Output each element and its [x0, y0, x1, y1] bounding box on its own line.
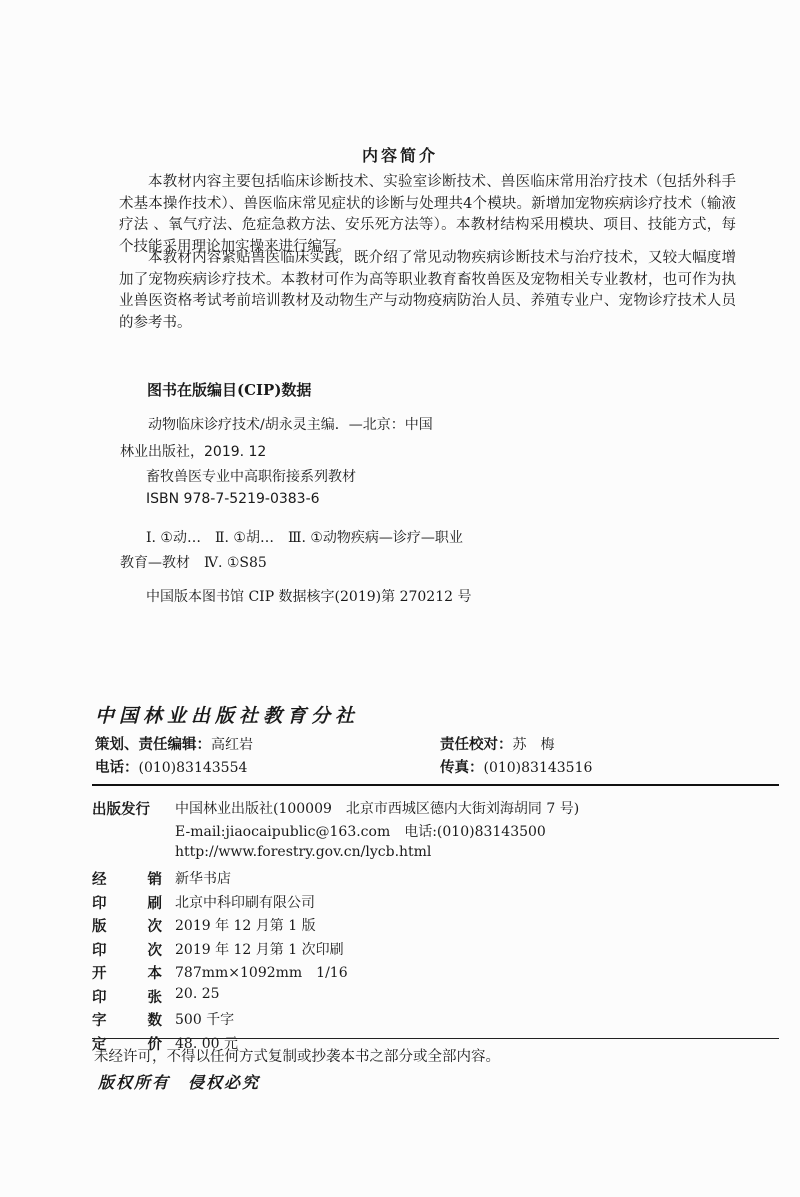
- spec-label-char: 经: [92, 871, 107, 888]
- proofreader-row: [440, 733, 555, 754]
- spec-value: 20. 25: [175, 985, 220, 1002]
- publisher-website: http://www.forestry.gov.cn/lycb.html: [175, 844, 432, 860]
- spec-label-char: 版: [92, 918, 107, 935]
- spec-label: [92, 986, 162, 1007]
- spec-label-char: 张: [147, 988, 162, 1006]
- spec-label-char: 定: [92, 1035, 107, 1053]
- proofreader-label: 责任校对：: [440, 736, 513, 753]
- divider-top: [92, 784, 779, 786]
- spec-label-char: 数: [147, 1012, 162, 1029]
- cip-line-2: 林业出版社，2019. 12: [120, 444, 267, 460]
- spec-value: 新华书店: [175, 871, 231, 887]
- spec-label-char: 销: [147, 871, 162, 888]
- spec-label-char: 次: [147, 918, 162, 935]
- spec-label: [92, 915, 162, 936]
- spec-label-char: 次: [147, 941, 162, 959]
- spec-label: [92, 868, 162, 889]
- spec-value: 2019 年 12 月第 1 版: [175, 918, 316, 934]
- cip-classification-1: Ⅰ. ①动… Ⅱ. ①胡… Ⅲ. ①动物疾病—诊疗—职业: [146, 530, 463, 546]
- editor-label: 策划、责任编辑：: [95, 736, 211, 753]
- phone-label: 电话：: [95, 759, 139, 776]
- cip-line-1: 动物临床诊疗技术/胡永灵主编．—北京：中国: [148, 417, 433, 433]
- fax-label: 传真：: [440, 759, 484, 776]
- spec-label-char: 开: [92, 965, 107, 982]
- spec-value: 500 千字: [175, 1012, 235, 1028]
- publisher-label: 出版发行: [92, 801, 150, 818]
- spec-value: 2019 年 12 月第 1 次印刷: [175, 941, 344, 958]
- spec-label: [92, 939, 162, 960]
- spec-label-char: 本: [147, 965, 162, 982]
- spec-value: 787mm×1092mm 1/16: [175, 965, 348, 981]
- phone-value: (010)83143554: [138, 760, 248, 776]
- phone-row: [95, 756, 247, 777]
- cip-isbn: ISBN 978-7-5219-0383-6: [146, 491, 320, 507]
- editor-name: 高红岩: [211, 737, 253, 753]
- spec-label-char: 印: [92, 894, 107, 912]
- copy-notice: 未经许可，不得以任何方式复制或抄袭本书之部分或全部内容。: [94, 1049, 500, 1065]
- spec-label: [92, 1009, 162, 1030]
- spec-label-char: 刷: [147, 894, 162, 912]
- fax-value: (010)83143516: [483, 760, 593, 776]
- divider-bottom: [92, 1038, 779, 1039]
- spec-label-char: 价: [147, 1035, 162, 1053]
- spec-label: [92, 962, 162, 983]
- spec-label-char: 印: [92, 988, 107, 1006]
- cip-line-3: 畜牧兽医专业中高职衔接系列教材: [146, 469, 356, 485]
- fax-row: [440, 756, 592, 777]
- spec-label-char: 字: [92, 1012, 107, 1029]
- spec-label: [92, 892, 162, 913]
- summary-title: 内容简介: [361, 146, 438, 165]
- publisher-address: 中国林业出版社(100009 北京市西城区德内大街刘海胡同 7 号): [175, 801, 580, 817]
- spec-value: 北京中科印刷有限公司: [175, 894, 315, 911]
- press-branch-name: 中国林业出版社教育分社: [95, 705, 360, 727]
- spec-label-char: 印: [92, 941, 107, 959]
- cip-heading: 图书在版编目(CIP)数据: [147, 381, 312, 399]
- summary-paragraph-2: 本教材内容紧贴兽医临床实践，既介绍了常见动物疾病诊断技术与治疗技术，又较大幅度增加了宠物疾病诊疗技术。本教材可作为高等职业教育畜牧兽医及宠物相关专业教材，也可作为执业兽医资格考试考前培训教材及动物生产与动物疫病防治人员、养殖专业户、宠物诊疗技术人员的参考书。: [119, 250, 736, 331]
- cip-record-number: 中国版本图书馆 CIP 数据核字(2019)第 270212 号: [146, 589, 472, 605]
- cip-classification-2: 教育—教材 Ⅳ. ①S85: [120, 555, 267, 571]
- editor-row: [95, 733, 253, 754]
- proofreader-name: 苏 梅: [512, 737, 555, 753]
- summary-paragraph-1: 本教材内容主要包括临床诊断技术、实验室诊断技术、兽医临床常用治疗技术（包括外科手术基本操作技术）、兽医临床常见症状的诊断与处理共4个模块。新增加宠物疾病诊疗技术（输液疗法 、氧气疗法、危症急救方法、安乐死方法等）。本教材结构采用模块、项目、技能方式，每个技能采用理论加实操来进行编写。: [119, 174, 736, 255]
- publisher-email-phone: E-mail:jiaocaipublic@163.com 电话:(010)83143500: [175, 824, 546, 840]
- spec-value: 48. 00 元: [175, 1035, 238, 1052]
- rights-reserved: 版权所有 侵权必究: [98, 1073, 261, 1092]
